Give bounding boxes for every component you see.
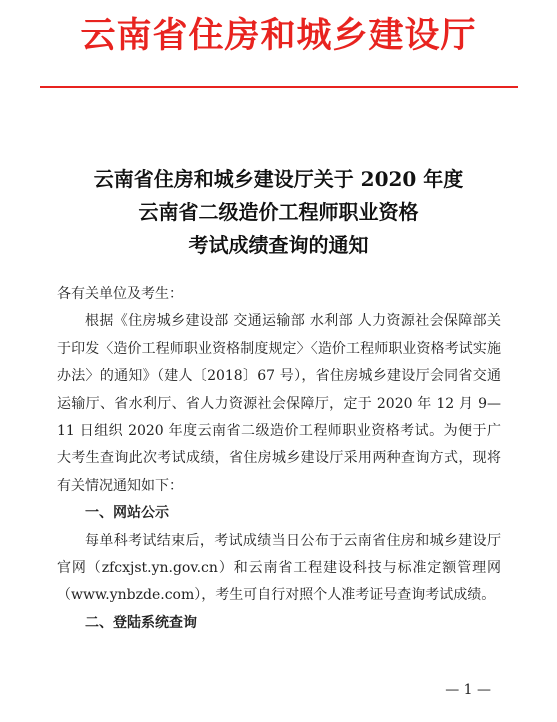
paragraph-intro: 根据《住房城乡建设部 交通运输部 水利部 人力资源社会保障部关于印发〈造价工程师职业资格制度规定〉〈造价工程师职业资格考试实施办法〉的通知》（建人〔2018〕67 号），省住房城乡建设厅会同省交通运输厅、省水利厅、省人力资源社会保障厅，定于 2020 年 12 月 9—11 日组织 2020 年度云南省二级造价工程师职业资格考试。为便于广大考生查询此次考试成绩，省住房城乡建设厅采用两种查询方式，现将有关情况通知如下： [57,313,501,494]
notice-body [57,281,501,637]
notice-title [0,163,557,262]
salutation: 各有关单位及考生： [57,286,183,302]
paragraph-website-publication: 每单科考试结束后，考试成绩当日公布于云南省住房和城乡建设厅官网（zfcxjst.yn.gov.cn）和云南省工程建设科技与标准定额管理网（www.ynbzde.com），考生可自行对照个人准考证号查询考试成绩。 [57,532,501,604]
page-number: — 1 — [445,682,491,698]
section-heading-system-query: 二、登陆系统查询 [85,614,197,631]
notice-title-line-3: 考试成绩查询的通知 [188,233,369,257]
notice-title-line-2: 云南省二级造价工程师职业资格 [138,200,419,224]
masthead-red-rule [40,86,518,88]
masthead-title: 云南省住房和城乡建设厅 [80,15,477,56]
section-heading-website: 一、网站公示 [85,505,169,522]
notice-title-line-1: 云南省住房和城乡建设厅关于 2020 年度 [93,167,464,191]
